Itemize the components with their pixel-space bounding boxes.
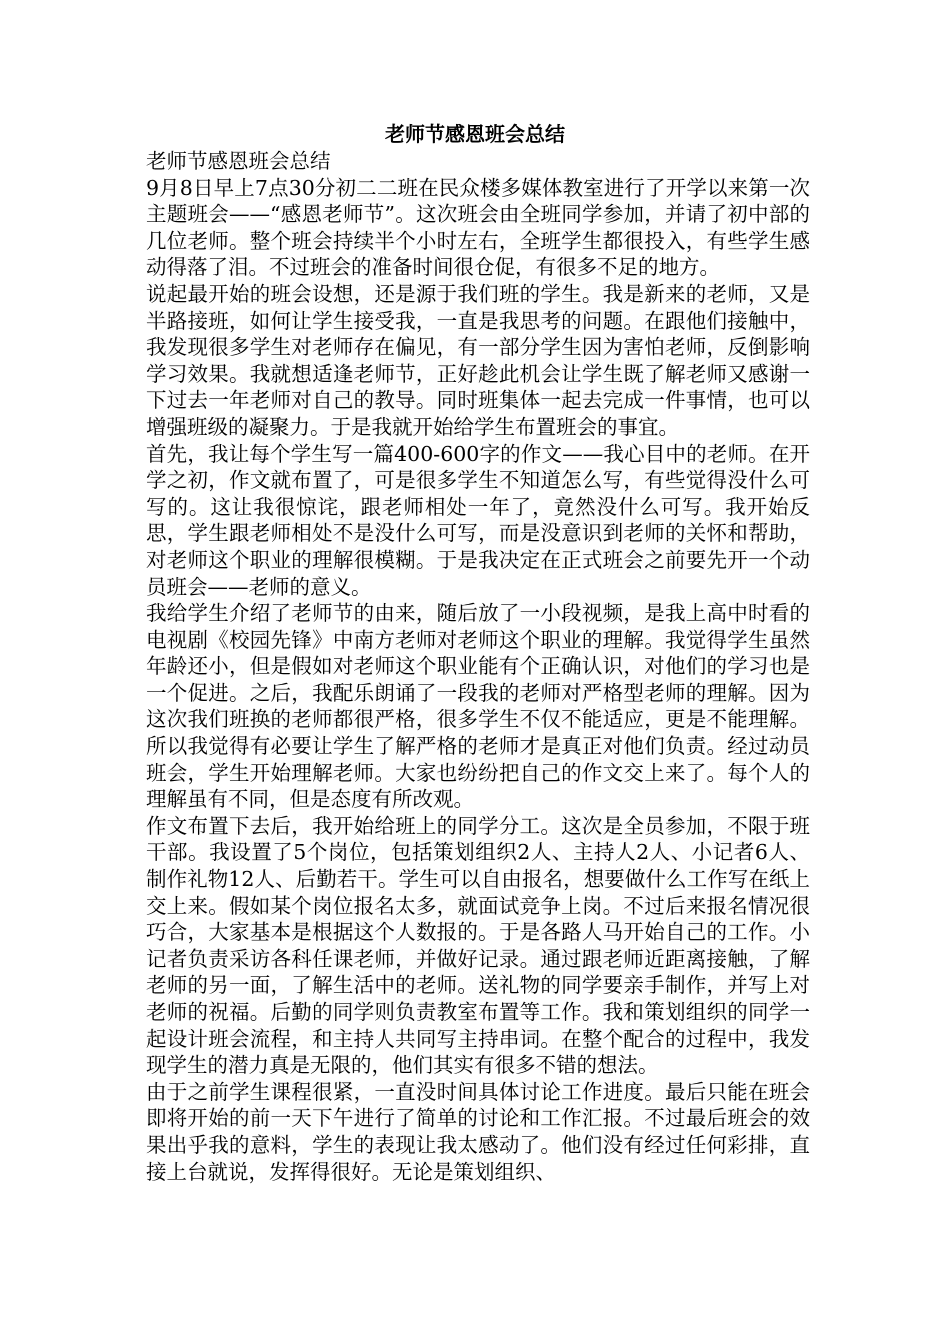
body-paragraph: 说起最开始的班会设想，还是源于我们班的学生。我是新来的老师，又是半路接班，如何让学生接受我，一直是我思考的问题。在跟他们接触中，我发现很多学生对老师存在偏见，有一部分学生因为害怕老师，反倒影响学习效果。我就想适逢老师节，正好趁此机会让学生既了解老师又感谢一下过去一年老师对自己的教导。同时班集体一起去完成一件事情，也可以增强班级的凝聚力。于是我就开始给学生布置班会的事宜。 xyxy=(146,281,810,439)
body-paragraph: 作文布置下去后，我开始给班上的同学分工。这次是全员参加，不限于班干部。我设置了5个岗位，包括策划组织2人、主持人2人、小记者6人、制作礼物12人、后勤若干。学生可以自由报名，想要做什么工作写在纸上交上来。假如某个岗位报名太多，就面试竞争上岗。不过后来报名情况很巧合，大家基本是根据这个人数报的。于是各路人马开始自己的工作。小记者负责采访各科任课老师，并做好记录。通过跟老师近距离接触，了解老师的另一面，了解生活中的老师。送礼物的同学要亲手制作，并写上对老师的祝福。后勤的同学则负责教室布置等工作。我和策划组织的同学一起设计班会流程，和主持人共同写主持串词。在整个配合的过程中，我发现学生的潜力真是无限的，他们其实有很多不错的想法。 xyxy=(146,813,810,1078)
body-paragraph: 9月8日早上7点30分初二二班在民众楼多媒体教室进行了开学以来第一次主题班会——“感恩老师节”。这次班会由全班同学参加，并请了初中部的几位老师。整个班会持续半个小时左右，全班学生都很投入，有些学生感动得落了泪。不过班会的准备时间很仓促，有很多不足的地方。 xyxy=(146,175,810,280)
document-body xyxy=(146,148,810,1185)
body-paragraph: 首先，我让每个学生写一篇400-600字的作文——我心目中的老师。在开学之初，作文就布置了，可是很多学生不知道怎么写，有些觉得没什么可写的。这让我很惊诧，跟老师相处一年了，竟然没什么可写。我开始反思，学生跟老师相处不是没什么可写，而是没意识到老师的关怀和帮助，对老师这个职业的理解很模糊。于是我决定在正式班会之前要先开一个动员班会——老师的意义。 xyxy=(146,441,810,599)
body-paragraph: 我给学生介绍了老师节的由来，随后放了一小段视频，是我上高中时看的电视剧《校园先锋》中南方老师对老师这个职业的理解。我觉得学生虽然年龄还小，但是假如对老师这个职业能有个正确认识，对他们的学习也是一个促进。之后，我配乐朗诵了一段我的老师对严格型老师的理解。因为这次我们班换的老师都很严格，很多学生不仅不能适应，更是不能理解。所以我觉得有必要让学生了解严格的老师才是真正对他们负责。经过动员班会，学生开始理解老师。大家也纷纷把自己的作文交上来了。每个人的理解虽有不同，但是态度有所改观。 xyxy=(146,601,810,812)
body-paragraph: 老师节感恩班会总结 xyxy=(146,149,331,173)
document-title: 老师节感恩班会总结 xyxy=(385,122,565,146)
body-paragraph: 由于之前学生课程很紧，一直没时间具体讨论工作进度。最后只能在班会即将开始的前一天下午进行了简单的讨论和工作汇报。不过最后班会的效果出乎我的意料，学生的表现让我太感动了。他们没有经过任何彩排，直接上台就说，发挥得很好。无论是策划组织、 xyxy=(146,1079,810,1184)
